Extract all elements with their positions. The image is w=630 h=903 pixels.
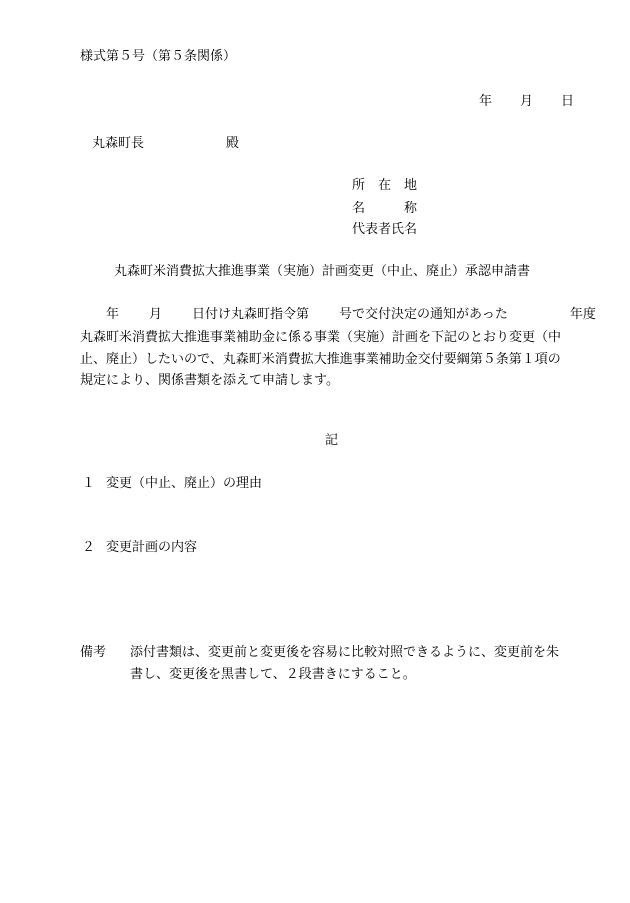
addressee-honorific: 殿 bbox=[226, 136, 240, 151]
applicant-name-label: 名 称 bbox=[352, 201, 418, 216]
date-year-label: 年 bbox=[478, 94, 492, 109]
body-number-suffix: 号で交付決定の通知があった bbox=[339, 307, 508, 322]
remarks-line-1: 添付書類は、変更前と変更後を容易に比較対照できるように、変更前を朱 bbox=[130, 645, 560, 660]
body-line-3: 止、廃止）したいので、丸森町米消費拡大推進事業補助金交付要綱第５条第１項の bbox=[80, 352, 561, 367]
date-month-label: 月 bbox=[519, 94, 533, 109]
date-day-label: 日 bbox=[560, 94, 574, 109]
item-plan bbox=[82, 541, 197, 554]
item-number: １ bbox=[82, 476, 96, 491]
body-year: 年 bbox=[106, 307, 120, 322]
remarks-line-2: 書し、変更後を黒書して、２段書きにすること。 bbox=[130, 667, 416, 682]
addressee bbox=[92, 137, 239, 150]
body-month: 月 bbox=[149, 307, 163, 322]
body-line-2: 丸森町米消費拡大推進事業補助金に係る事業（実施）計画を下記のとおり変更（中 bbox=[80, 330, 562, 345]
applicant-representative-label: 代表者氏名 bbox=[352, 222, 418, 237]
body-line-4: 規定により、関係書類を添えて申請します。 bbox=[80, 373, 339, 388]
ki-heading: 記 bbox=[325, 433, 339, 448]
item-number: ２ bbox=[82, 540, 96, 555]
body-line-1 bbox=[80, 308, 596, 321]
form-number: 様式第５号（第５条関係） bbox=[80, 49, 237, 64]
body-fiscal-year: 年度 bbox=[569, 307, 596, 322]
item-reason bbox=[82, 477, 262, 490]
item-text: 変更（中止、廃止）の理由 bbox=[106, 476, 263, 491]
body-issuance: 日付け丸森町指令第 bbox=[192, 307, 310, 322]
addressee-name: 丸森町長 bbox=[92, 136, 145, 151]
document-title: 丸森町米消費拡大推進事業（実施）計画変更（中止、廃止）承認申請書 bbox=[114, 264, 531, 279]
remarks bbox=[80, 646, 559, 659]
remarks-label: 備考 bbox=[80, 645, 107, 660]
applicant-address-label: 所 在 地 bbox=[352, 178, 418, 193]
date-line bbox=[479, 95, 574, 108]
item-text: 変更計画の内容 bbox=[106, 540, 198, 555]
